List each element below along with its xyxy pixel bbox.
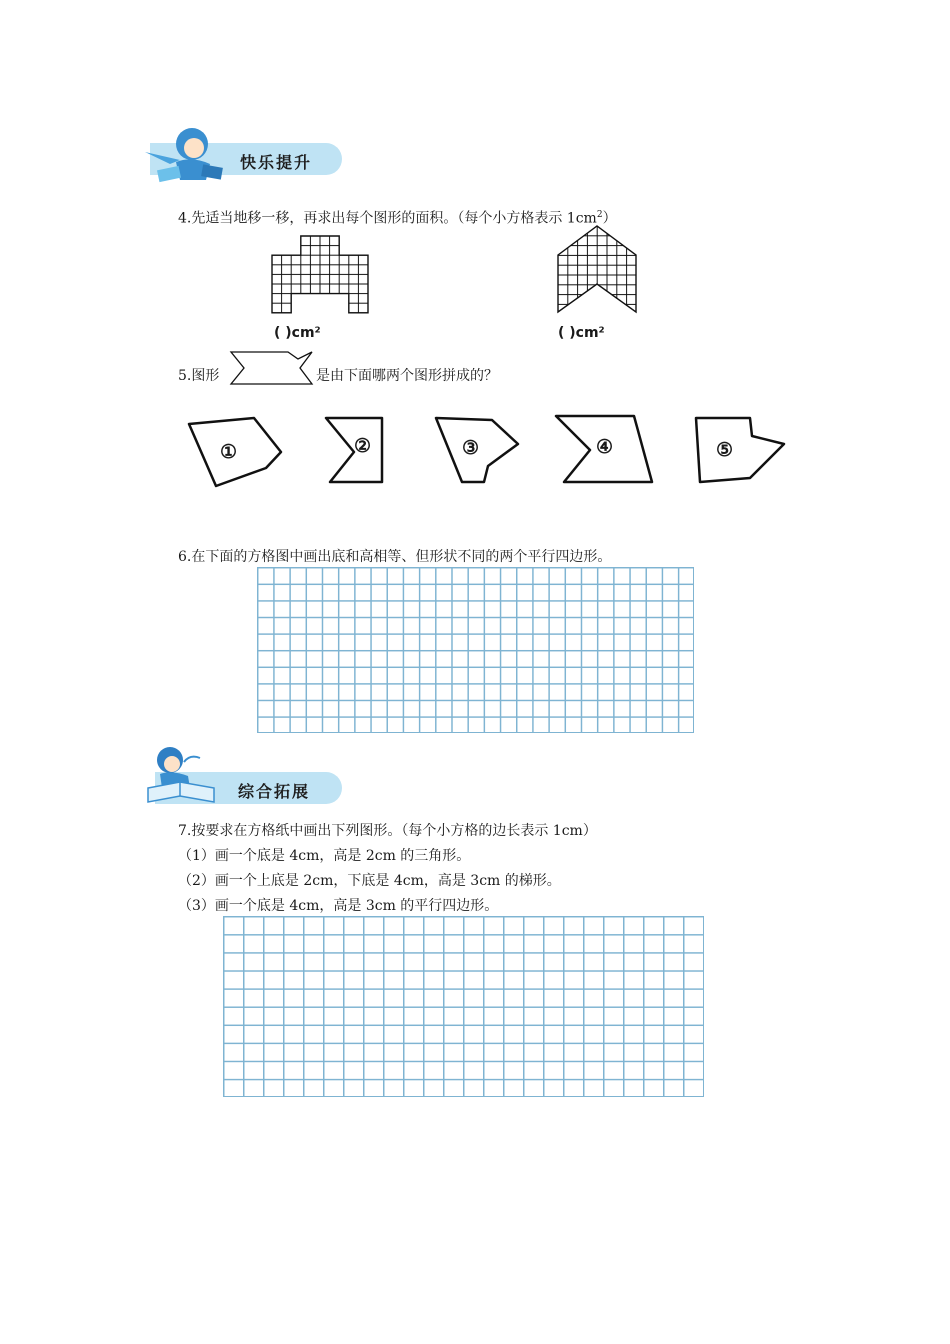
question-7-item-1: （1）画一个底是 4cm，高是 2cm 的三角形。 — [178, 848, 471, 864]
shape-label-2: ② — [354, 435, 372, 457]
question-6: 6.在下面的方格图中画出底和高相等、但形状不同的两个平行四边形。 — [178, 549, 612, 565]
section-title: 快乐提升 — [240, 153, 313, 172]
question-4 — [178, 206, 617, 228]
shape-label-3: ③ — [462, 437, 480, 459]
drawing-grid-q7[interactable] — [223, 916, 704, 1097]
question-5-prefix: 5.图形 — [178, 368, 220, 384]
mascot-icon — [140, 122, 230, 184]
drawing-grid-q6[interactable] — [257, 567, 694, 733]
question-7-item-2: （2）画一个上底是 2cm，下底是 4cm，高是 3cm 的梯形。 — [178, 873, 561, 889]
question-4-close: ） — [602, 210, 617, 227]
superscript: 2 — [596, 210, 603, 220]
answer-blank-right[interactable]: ( )cm² — [558, 325, 605, 341]
shape-label-1: ① — [220, 441, 238, 463]
section-title: 综合拓展 — [238, 782, 311, 801]
shape-option-5[interactable] — [692, 414, 788, 486]
grid-figure-chevron — [554, 222, 640, 318]
shape-label-5: ⑤ — [716, 439, 734, 461]
shape-label-4: ④ — [596, 436, 614, 458]
question-7: 7.按要求在方格纸中画出下列图形。（每个小方格的边长表示 1cm） — [178, 823, 597, 839]
composite-shape-icon — [228, 349, 314, 387]
reading-boy-icon — [140, 742, 220, 810]
grid-figure-castle — [268, 232, 372, 318]
answer-blank-left[interactable]: ( )cm² — [274, 325, 321, 341]
question-7-item-3: （3）画一个底是 4cm，高是 3cm 的平行四边形。 — [178, 898, 499, 914]
question-4-text: 4.先适当地移一移，再求出每个图形的面积。（每个小方格表示 1cm — [178, 210, 597, 227]
question-5-suffix: 是由下面哪两个图形拼成的？ — [316, 368, 498, 384]
